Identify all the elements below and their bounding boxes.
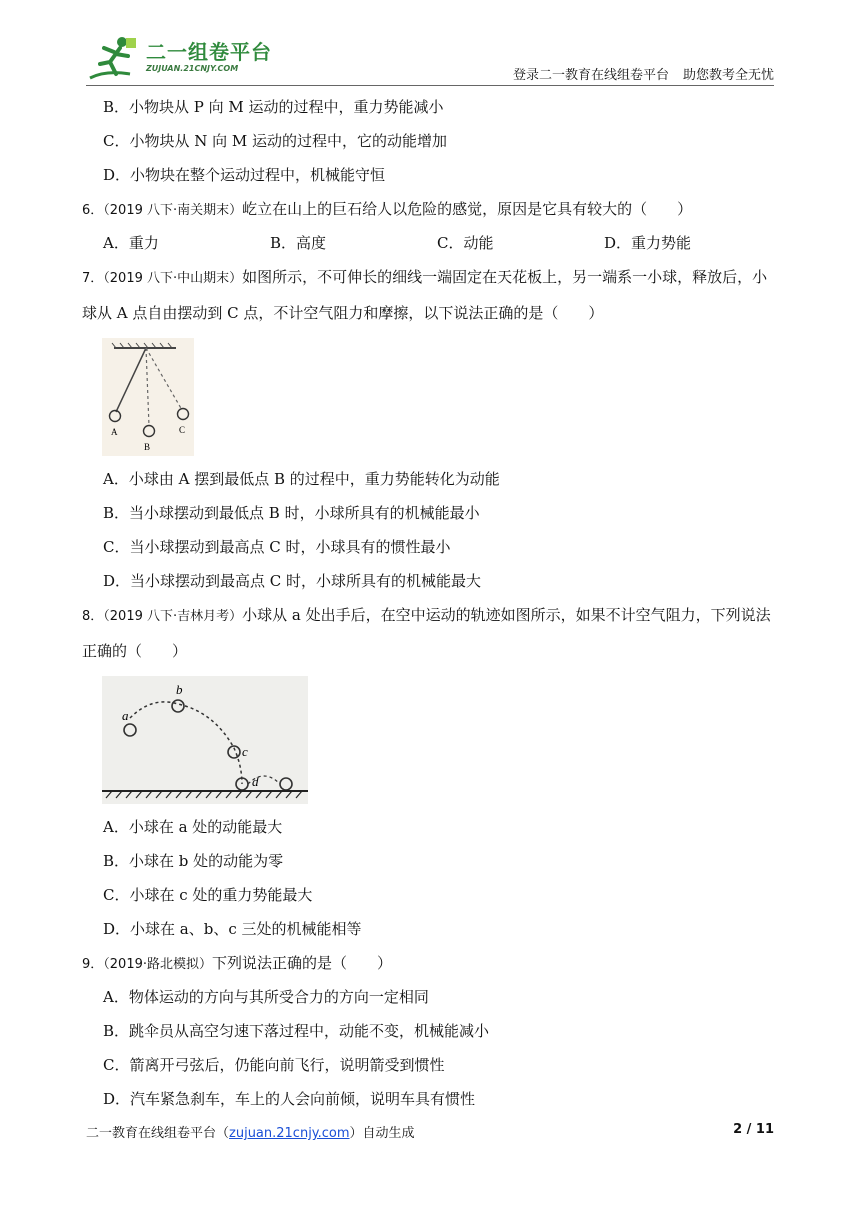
logo-title: 二一组卷平台	[146, 40, 272, 64]
q8-option-c: C．小球在 c 处的重力势能最大	[103, 886, 313, 904]
question-text: 下列说法正确的是（ ）	[212, 954, 393, 972]
logo-subtitle: ZUJUAN.21CNJY.COM	[146, 64, 239, 73]
q5-option-b: B．小物块从 P 向 M 运动的过程中，重力势能减小	[103, 98, 444, 116]
q6-options	[82, 226, 778, 260]
label-A: A	[111, 427, 118, 437]
document-body	[82, 90, 778, 1116]
footer-prefix: 二一教育在线组卷平台（	[86, 1126, 230, 1141]
question-source: （2019·路北模拟）	[103, 957, 212, 972]
question-7	[82, 260, 778, 330]
footer-site-link[interactable]: zujuan.21cnjy.com	[229, 1126, 350, 1141]
label-C: C	[179, 425, 186, 435]
q6-option-b: B．高度	[270, 234, 327, 252]
label-a: a	[122, 708, 129, 723]
q5-option-c: C．小物块从 N 向 M 运动的过程中，它的动能增加	[103, 132, 448, 150]
footer-suffix: ）自动生成	[349, 1126, 415, 1141]
trajectory-figure	[102, 676, 778, 804]
page-header	[0, 0, 860, 90]
label-B: B	[144, 442, 151, 452]
q7-option-b: B．当小球摆动到最低点 B 时，小球所具有的机械能最小	[103, 504, 480, 522]
q7-option-d: D．当小球摆动到最高点 C 时，小球所具有的机械能最大	[103, 572, 482, 590]
question-text: 如图所示，不可伸长的细线一端固定在天花板上，另一端系一小球，释放后，小球从 A 点自由摆动到 C 点，不计空气阻力和摩擦，以下说法正确的是（ ）	[82, 268, 768, 322]
question-text: 小球从 a 处出手后，在空中运动的轨迹如图所示，如果不计空气阻力，下列说法正确的（ ）	[82, 606, 771, 660]
q8-option-a: A．小球在 a 处的动能最大	[103, 818, 283, 836]
q5-option-d: D．小物块在整个运动过程中，机械能守恒	[103, 166, 386, 184]
runner-icon	[86, 34, 142, 82]
question-number: 8．	[82, 609, 104, 624]
q9-option-a: A．物体运动的方向与其所受合力的方向一定相同	[103, 988, 429, 1006]
q8-option-d: D．小球在 a、b、c 三处的机械能相等	[103, 920, 362, 938]
page-number: 2 / 11	[733, 1122, 774, 1137]
q9-option-c: C．箭离开弓弦后，仍能向前飞行，说明箭受到惯性	[103, 1056, 445, 1074]
label-d: d	[252, 774, 259, 789]
question-source: （2019 八下·中山期末）	[103, 271, 243, 286]
question-text: 屹立在山上的巨石给人以危险的感觉，原因是它具有较大的（ ）	[242, 200, 693, 218]
q6-option-a: A．重力	[103, 234, 159, 252]
question-source: （2019 八下·吉林月考）	[103, 609, 243, 624]
question-source: （2019 八下·南关期末）	[103, 203, 243, 218]
pendulum-figure	[102, 338, 778, 456]
q8-option-b: B．小球在 b 处的动能为零	[103, 852, 284, 870]
header-tagline: 助您教考全无忧	[682, 68, 774, 83]
header-login-text[interactable]: 登录二一教育在线组卷平台	[512, 68, 669, 83]
q9-option-b: B．跳伞员从高空匀速下落过程中，动能不变，机械能减小	[103, 1022, 490, 1040]
page-footer	[86, 1122, 774, 1141]
header-slogan	[513, 64, 774, 83]
q6-option-c: C．动能	[437, 234, 494, 252]
question-8	[82, 598, 778, 668]
question-number: 9．	[82, 957, 104, 972]
question-9	[82, 946, 778, 980]
q9-option-d: D．汽车紧急刹车，车上的人会向前倾，说明车具有惯性	[103, 1090, 476, 1108]
header-divider	[86, 85, 774, 86]
site-logo[interactable]	[86, 34, 306, 84]
q6-option-d: D．重力势能	[604, 234, 692, 252]
question-number: 7．	[82, 271, 104, 286]
q7-option-c: C．当小球摆动到最高点 C 时，小球具有的惯性最小	[103, 538, 451, 556]
question-number: 6．	[82, 203, 104, 218]
question-6	[82, 192, 778, 226]
label-b: b	[176, 682, 183, 697]
q7-option-a: A．小球由 A 摆到最低点 B 的过程中，重力势能转化为动能	[103, 470, 500, 488]
footer-generated-by	[86, 1122, 415, 1141]
label-c: c	[242, 744, 248, 759]
